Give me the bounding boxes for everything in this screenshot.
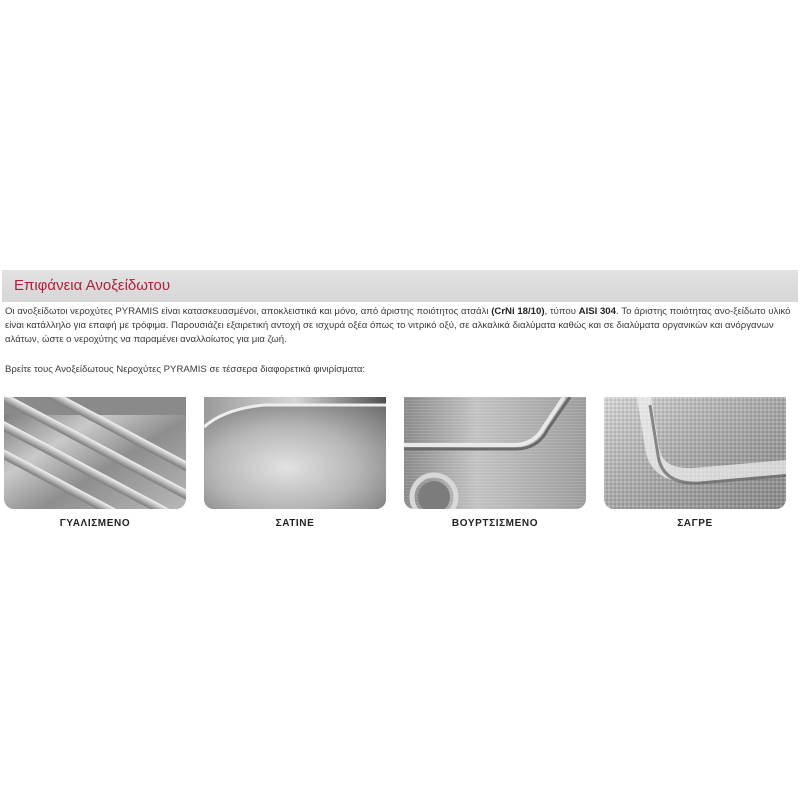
finish-image-textured (604, 397, 786, 509)
finish-image-polished (4, 397, 186, 509)
intro-paragraph (5, 305, 795, 347)
section-title: Επιφάνεια Ανοξείδωτου (14, 277, 171, 294)
finish-label-brushed: ΒΟΥΡΤΣΙΣΜΕΝΟ (451, 518, 539, 529)
intro-text-2: , τύπου (544, 306, 579, 317)
section-header-bar (2, 270, 798, 302)
finish-label-textured: ΣΑΓΡΕ (677, 518, 713, 529)
finish-image-satin (204, 397, 386, 509)
intro-spec-aisi: AISI 304 (578, 306, 616, 317)
finish-image-brushed (404, 397, 586, 509)
finish-label-satin: ΣΑΤΙΝΕ (275, 518, 315, 529)
intro-spec-crni: (CrNi 18/10) (491, 306, 545, 317)
intro-text-3: . Το άριστης ποιότητας ανο-ξείδωτο υλικό είναι κατάλληλο για επαφή με τρόφιμα. Παρουσιάζει εξαιρετική αντοχή σε ισχυρά οξέα όπως το νιτρικό οξύ, σε αλκαλικά διαλύματα καθώς και σε διαλύματα οργανικών και ανόργανων αλάτων, ώστε ο νεροχύτης να παραμένει αναλλοίωτος για μια ζωή. (5, 306, 791, 345)
finish-label-polished: ΓΥΑΛΙΣΜΕΝΟ (59, 518, 131, 529)
intro-text-1: Οι ανοξείδωτοι νεροχύτες PYRAMIS είναι κατασκευασμένοι, αποκλειστικά και μόνο, από άριστης ποιότητος ατσάλι (5, 306, 492, 317)
finishes-intro: Βρείτε τους Ανοξείδωτους Νεροχύτες PYRAMIS σε τέσσερα διαφορετικά φινιρίσματα: (5, 364, 366, 375)
